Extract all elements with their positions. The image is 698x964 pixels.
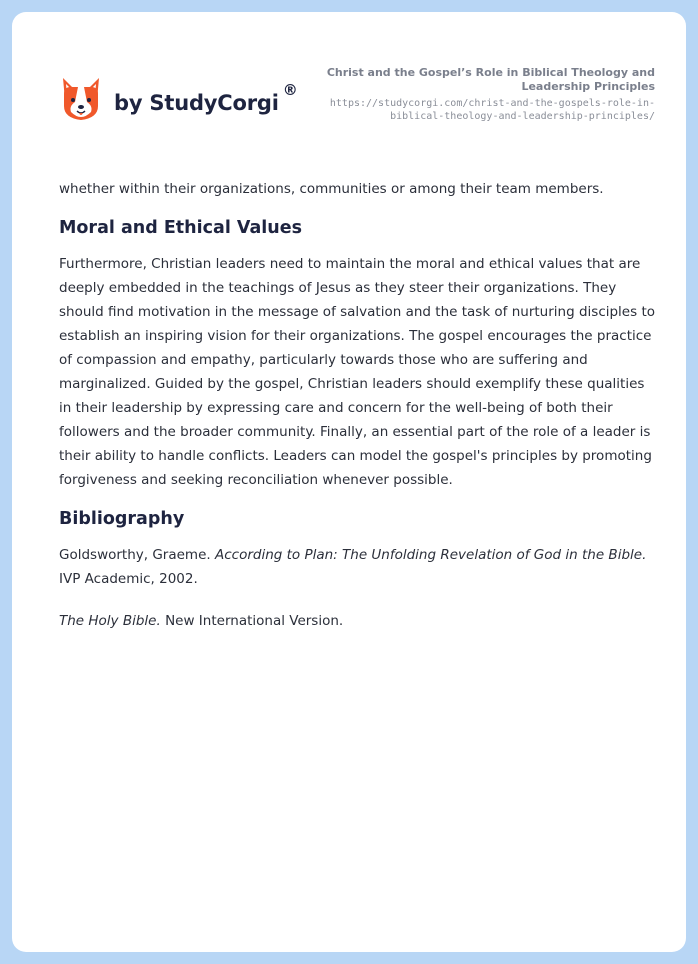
document-content bbox=[59, 177, 655, 651]
bib-author: Goldsworthy, Graeme. bbox=[59, 547, 215, 563]
document-url[interactable]: https://studycorgi.com/christ-and-the-gospels-role-in-biblical-theology-and-leadership-principles/ bbox=[329, 98, 655, 122]
bibliography-entry bbox=[59, 609, 655, 633]
bib-publisher: IVP Academic, 2002. bbox=[59, 571, 198, 587]
section-paragraph-moral-ethical: Furthermore, Christian leaders need to maintain the moral and ethical values that are deeply embedded in the teachings of Jesus as they steer their organizations. They should find motivation in the message of salvation and the task of nurturing disciples to establish an inspiring vision for their organizations. The gospel encourages the practice of compassion and empathy, particularly towards those who are suffering and marginalized. Guided by the gospel, Christian leaders should exemplify these qualities in their leadership by expressing care and concern for the well-being of both their followers and the broader community. Finally, an essential part of the role of a leader is their ability to handle conflicts. Leaders can model the gospel's principles by promoting forgiveness and seeking reconciliation whenever possible. bbox=[59, 256, 655, 488]
studycorgi-logo[interactable] bbox=[60, 76, 298, 122]
registered-mark: ® bbox=[282, 81, 298, 99]
brand-name: by StudyCorgi bbox=[114, 91, 279, 115]
bibliography-entry bbox=[59, 543, 655, 591]
bib-publisher: New International Version. bbox=[160, 613, 344, 629]
bib-title: The Holy Bible. bbox=[59, 613, 161, 629]
bibliography-heading: Bibliography bbox=[59, 509, 185, 529]
intro-paragraph: whether within their organizations, communities or among their team members. bbox=[59, 181, 604, 197]
document-meta bbox=[325, 66, 655, 123]
document-title: Christ and the Gospel’s Role in Biblical Theology and Leadership Principles bbox=[326, 66, 655, 93]
section-heading-moral-ethical: Moral and Ethical Values bbox=[59, 218, 303, 238]
corgi-icon bbox=[60, 76, 102, 122]
document-page bbox=[12, 12, 686, 952]
bib-title: According to Plan: The Unfolding Revelation of God in the Bible. bbox=[214, 547, 647, 563]
